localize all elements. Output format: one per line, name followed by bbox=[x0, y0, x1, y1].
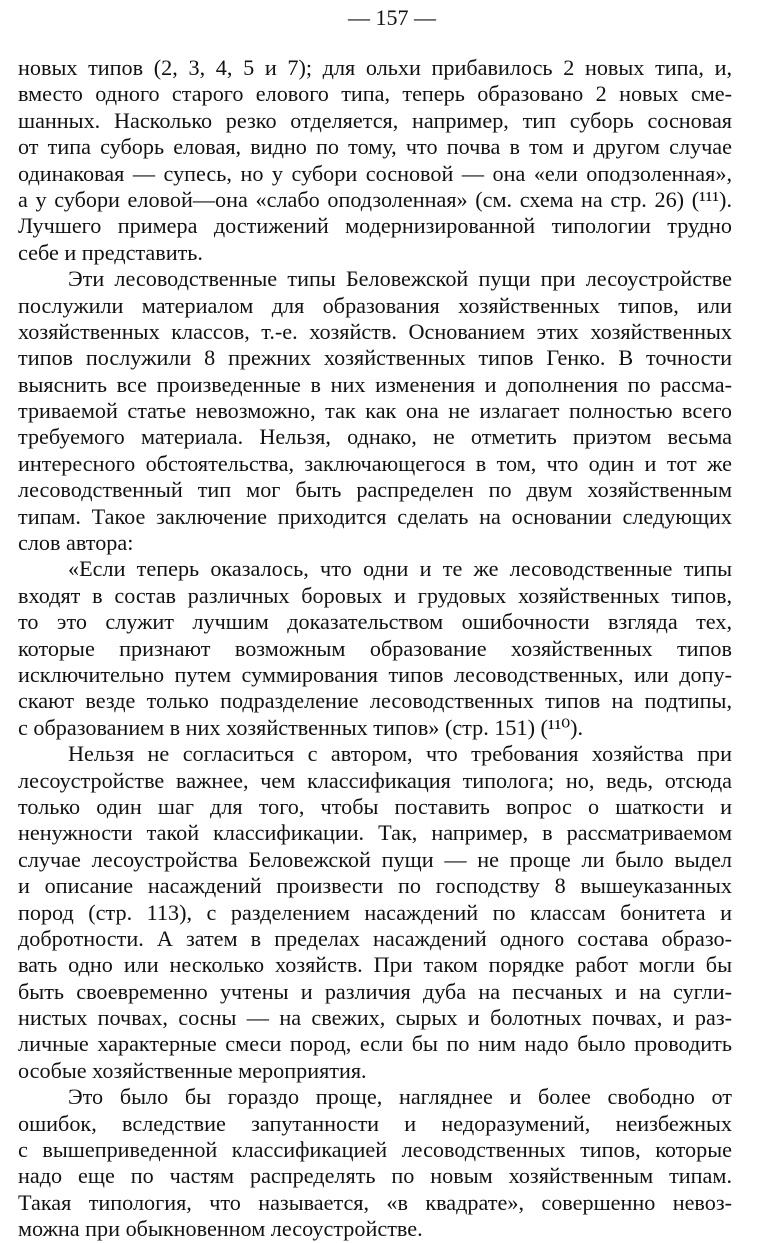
text-line: надо еще по частям распределять по новым хозяйственным типам. bbox=[18, 1163, 732, 1189]
page-number: — 157 — bbox=[348, 5, 436, 30]
text-line: Лучшего примера достижений модернизированной типологии трудно bbox=[18, 213, 732, 239]
text-line: добротности. А затем в пределах насаждений одного состава образо- bbox=[18, 925, 732, 951]
text-line: входят в состав различных боровых и грудовых хозяйственных типов, bbox=[18, 582, 732, 608]
text-line: типам. Такое заключение приходится сделать на основании следующих bbox=[18, 503, 732, 529]
text-line: с вышеприведенной классификацией лесоводственных типов, которые bbox=[18, 1137, 732, 1163]
text-line: личные характерные смеси пород, если бы по ним надо было проводить bbox=[18, 1031, 732, 1057]
text-line: быть своевременно учтены и различия дуба на песчаных и на сугли- bbox=[18, 978, 732, 1004]
text-line: можна при обыкновенном лесоустройстве. bbox=[18, 1216, 423, 1242]
text-line: требуемого материала. Нельзя, однако, не отметить приэтом весьма bbox=[18, 424, 732, 450]
text-line: интересного обстоятельства, заключающегося в том, что один и тот же bbox=[18, 450, 732, 476]
text-line: вать одно или несколько хозяйств. При таком порядке работ могли бы bbox=[18, 952, 732, 978]
text-line: исключительно путем суммирования типов лесоводственных, или допу- bbox=[18, 661, 732, 687]
text-line: вместо одного старого елового типа, теперь образовано 2 новых сме- bbox=[18, 81, 732, 107]
text-line: шанных. Насколько резко отделяется, например, тип суборь сосновая bbox=[18, 107, 732, 133]
text-line: то это служит лучшим доказательством ошибочности взгляда тех, bbox=[18, 609, 732, 635]
text-line: лесоустройстве важнее, чем классификация типолога; но, ведь, отсюда bbox=[18, 767, 732, 793]
text-line: триваемой статье невозможно, так как она не излагает полностью всего bbox=[18, 398, 732, 424]
text-line: Такая типология, что называется, «в квадрате», совершенно невоз- bbox=[18, 1189, 732, 1215]
text-line: типов послужили 8 прежних хозяйственных типов Генко. В точности bbox=[18, 345, 732, 371]
text-line: Это было бы гораздо проще, нагляднее и более свободно от bbox=[68, 1084, 732, 1110]
page-body-text bbox=[18, 55, 732, 1243]
text-line: ошибок, вследствие запутанности и недоразумений, неизбежных bbox=[18, 1110, 732, 1136]
text-line: скают везде только подразделение лесоводственных типов на подтипы, bbox=[18, 688, 732, 714]
text-line: Нельзя не согласиться с автором, что требования хозяйства при bbox=[68, 741, 732, 767]
text-line: пород (стр. 113), с разделением насаждений по классам бонитета и bbox=[18, 899, 732, 925]
text-line: «Если теперь оказалось, что одни и те же лесоводственные типы bbox=[68, 556, 732, 582]
text-line: хозяйственных классов, т.-е. хозяйств. Основанием этих хозяйственных bbox=[18, 318, 732, 344]
text-line: нистых почвах, сосны — на свежих, сырых и болотных почвах, и раз- bbox=[18, 1005, 732, 1031]
text-line: слов автора: bbox=[18, 530, 134, 556]
text-line: выяснить все произведенные в них изменения и дополнения по рассма- bbox=[18, 371, 732, 397]
text-line: и описание насаждений произвести по господству 8 вышеуказанных bbox=[18, 873, 732, 899]
text-line: с образованием в них хозяйственных типов» (стр. 151) (¹¹⁰). bbox=[18, 714, 584, 740]
text-line: особые хозяйственные мероприятия. bbox=[18, 1057, 367, 1083]
text-line: послужили материалом для образования хозяйственных типов, или bbox=[18, 292, 732, 318]
text-line: одинаковая — супесь, но у субори сосновой — она «ели оподзоленная», bbox=[18, 160, 732, 186]
text-line: а у субори еловой—она «слабо оподзоленная» (см. схема на стр. 26) (¹¹¹). bbox=[18, 186, 732, 212]
text-line: себе и представить. bbox=[18, 239, 203, 265]
text-line: лесоводственный тип мог быть распределен по двум хозяйственным bbox=[18, 477, 732, 503]
text-line: новых типов (2, 3, 4, 5 и 7); для ольхи прибавилось 2 новых типа, и, bbox=[18, 55, 732, 80]
text-line: случае лесоустройства Беловежской пущи — не проще ли было выдел bbox=[18, 846, 732, 872]
text-line: ненужности такой классификации. Так, например, в рассматриваемом bbox=[18, 820, 732, 846]
text-line: только один шаг для того, чтобы поставить вопрос о шаткости и bbox=[18, 793, 732, 819]
text-line: от типа суборь еловая, видно по тому, что почва в том и другом случае bbox=[18, 134, 732, 160]
text-line: Эти лесоводственные типы Беловежской пущи при лесоустройстве bbox=[68, 266, 732, 292]
text-line: которые признают возможным образование хозяйственных типов bbox=[18, 635, 732, 661]
